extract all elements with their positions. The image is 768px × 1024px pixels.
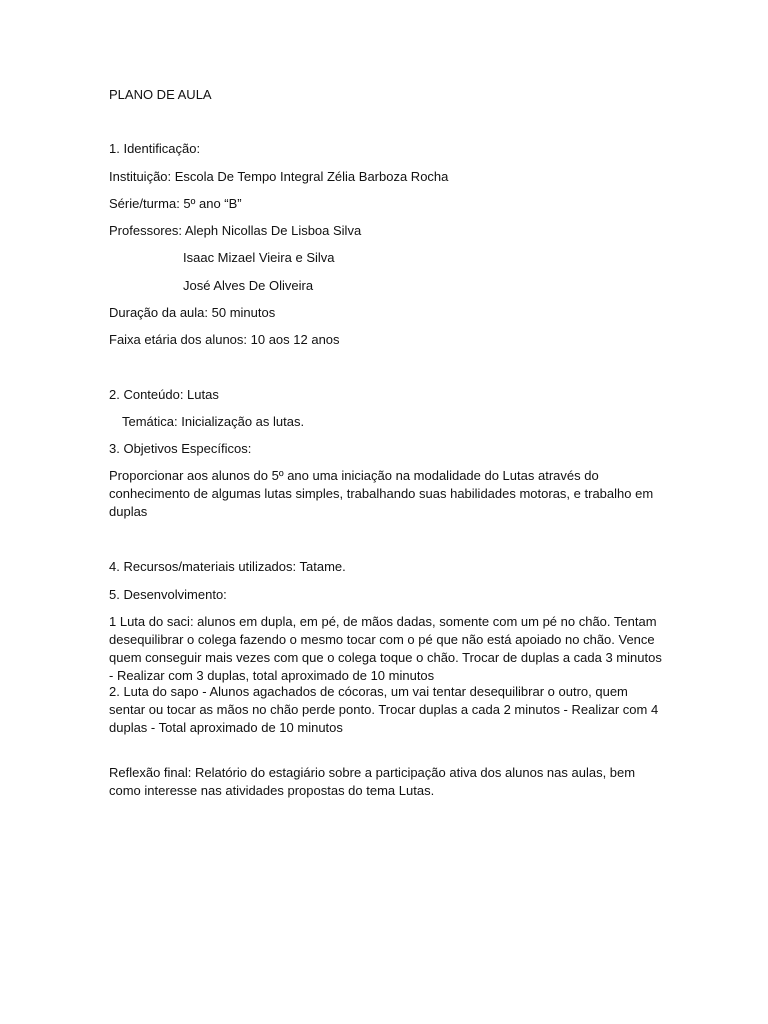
theme-line: Temática: Inicialização as lutas. bbox=[122, 414, 305, 429]
reflection-paragraph: Reflexão final: Relatório do estagiário sobre a participação ativa dos alunos nas aulas, bem como interesse nas atividades propostas do tema Lutas. bbox=[109, 765, 636, 798]
activity-2-paragraph: 2. Luta do sapo - Alunos agachados de cócoras, um vai tentar desequilibrar o outro, quem sentar ou tocar as mãos no chão perde ponto. Trocar duplas a cada 2 minutos - Realizar com 4 duplas - Total aproximado de 10 minutos bbox=[109, 684, 659, 735]
institution-line: Instituição: Escola De Tempo Integral Zélia Barboza Rocha bbox=[109, 169, 449, 184]
age-range-line: Faixa etária dos alunos: 10 aos 12 anos bbox=[109, 332, 340, 347]
duration-line: Duração da aula: 50 minutos bbox=[109, 305, 276, 320]
teacher-2-line: Isaac Mizael Vieira e Silva bbox=[183, 250, 335, 265]
development-heading: 5. Desenvolvimento: bbox=[109, 587, 227, 602]
teachers-line: Professores: Aleph Nicollas De Lisboa Silva bbox=[109, 223, 362, 238]
identification-heading: 1. Identificação: bbox=[109, 141, 201, 156]
activity-1-paragraph: 1 Luta do saci: alunos em dupla, em pé, de mãos dadas, somente com um pé no chão. Tentam desequilibrar o colega fazendo o mesmo tocar com o pé que não está apoiado no chão. Vence quem conseguir mais vezes com que o colega toque o chão. Trocar de duplas a cada 3 minutos - Realizar com 3 duplas, total aproximado de 10 minutos bbox=[109, 614, 662, 683]
objectives-paragraph: Proporcionar aos alunos do 5º ano uma iniciação na modalidade do Lutas através do conhecimento de algumas lutas simples, trabalhando suas habilidades motoras, e trabalho em duplas bbox=[109, 468, 654, 519]
document-title: PLANO DE AULA bbox=[109, 87, 212, 102]
resources-line: 4. Recursos/materiais utilizados: Tatame. bbox=[109, 559, 346, 574]
content-heading: 2. Conteúdo: Lutas bbox=[109, 387, 219, 402]
grade-line: Série/turma: 5º ano “B” bbox=[109, 196, 242, 211]
objectives-heading: 3. Objetivos Específicos: bbox=[109, 441, 252, 456]
teacher-3-line: José Alves De Oliveira bbox=[183, 278, 314, 293]
